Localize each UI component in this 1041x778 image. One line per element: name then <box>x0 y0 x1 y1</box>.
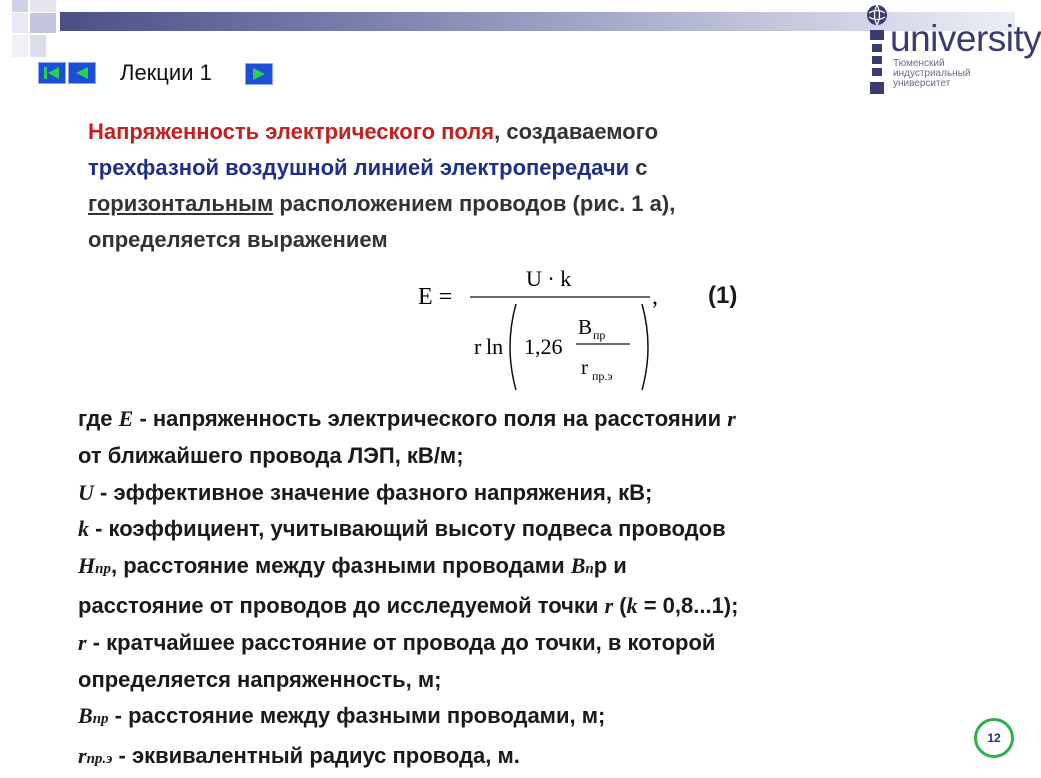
def-text: - кратчайшее расстояние от провода до точки, в которой <box>86 629 716 655</box>
definition-line <box>78 475 978 512</box>
formula-ln: ln <box>486 334 504 359</box>
previous-slide-button[interactable] <box>68 62 96 84</box>
definition-line <box>78 511 978 548</box>
def-text: где <box>78 406 119 431</box>
logo-sub-line: университет <box>893 78 951 89</box>
arrow-right-icon <box>250 67 268 81</box>
symbol-subscript: п <box>585 561 594 578</box>
skip-back-icon <box>43 66 61 80</box>
page-number: 12 <box>987 731 1001 745</box>
field-strength-formula <box>418 262 678 402</box>
definition-line <box>78 738 978 778</box>
paragraph-text: с <box>629 155 648 180</box>
def-text: - эффективное значение фазного напряжения, кВ; <box>93 479 653 505</box>
def-text: - коэффициент, учитывающий высоту подвеса проводов <box>89 516 726 542</box>
formula-lhs: E = <box>418 284 453 310</box>
first-slide-button[interactable] <box>38 62 66 84</box>
variable-definitions <box>78 401 978 778</box>
definition-line <box>78 588 978 625</box>
symbol: k <box>78 516 89 542</box>
arrow-left-icon <box>73 66 91 80</box>
inner-numerator: B <box>578 315 593 339</box>
formula-comma: , <box>652 284 658 310</box>
def-text: от ближайшего провода ЛЭП, кВ/м; <box>78 442 464 468</box>
left-paren <box>510 304 516 390</box>
decor-square <box>30 0 56 12</box>
definition-line <box>78 438 978 475</box>
logo-sub-line: Тюменский <box>893 58 945 69</box>
symbol-subscript: пр <box>92 711 109 728</box>
definition-line <box>78 625 978 662</box>
symbol: k <box>626 592 638 618</box>
def-text: расстояние от проводов до исследуемой точки <box>78 592 605 618</box>
definition-line <box>78 698 978 738</box>
symbol: U <box>78 479 94 505</box>
decor-square <box>30 35 46 57</box>
formula-denominator-r: r <box>474 334 482 359</box>
decor-square <box>30 13 56 33</box>
globe-icon <box>866 4 888 26</box>
lecture-link[interactable]: Лекции 1 <box>120 60 212 85</box>
equation-number: (1) <box>708 282 738 309</box>
logo-wordmark: university <box>890 18 1041 59</box>
intro-paragraph <box>88 114 958 258</box>
def-text: - напряженность электрического поля на расстоянии <box>133 406 728 431</box>
def-text: р и <box>593 553 627 579</box>
symbol-subscript: пр <box>95 561 111 578</box>
decor-square <box>12 13 28 33</box>
def-text: , расстояние между фазными проводами <box>110 553 571 579</box>
def-text: - расстояние между фазными проводами, м; <box>108 703 606 729</box>
paragraph-text: определяется выражением <box>88 227 388 252</box>
definition-line <box>78 662 978 699</box>
definition-line <box>78 401 978 438</box>
symbol: B <box>570 553 586 579</box>
decor-square <box>12 35 28 57</box>
symbol: r <box>78 629 87 655</box>
formula-numerator: U · k <box>526 266 572 291</box>
symbol: H <box>78 553 96 579</box>
def-text: ( <box>613 592 627 618</box>
symbol: r <box>604 592 614 618</box>
highlight-term: трехфазной воздушной линией электропередачи <box>88 155 630 180</box>
symbol: E <box>118 406 134 431</box>
def-text: = 0,8...1); <box>637 592 739 618</box>
definition-line <box>78 548 978 588</box>
symbol: r <box>727 406 736 431</box>
inner-numerator-sub: пр <box>593 328 606 342</box>
paragraph-text: расположением проводов (рис. 1 а), <box>273 191 676 216</box>
slide-navigation <box>38 62 98 84</box>
symbol: B <box>78 703 93 729</box>
def-text: определяется напряженность, м; <box>78 666 442 692</box>
right-paren <box>642 304 648 390</box>
symbol: r <box>78 743 87 769</box>
logo-sub-line: индустриальный <box>893 68 971 79</box>
underlined-term: горизонтальным <box>88 191 274 216</box>
inner-denominator: r <box>581 355 588 379</box>
symbol-subscript: пр.э <box>86 751 113 768</box>
def-text: - эквивалентный радиус провода, м. <box>112 743 520 769</box>
page-number-badge <box>974 718 1014 758</box>
logo-bars-icon <box>870 30 884 96</box>
inner-denominator-sub: пр.э <box>592 369 613 383</box>
next-slide-button[interactable] <box>245 63 273 85</box>
decor-square <box>12 0 28 12</box>
university-logo <box>862 4 1041 99</box>
formula-coefficient: 1,26 <box>524 334 563 359</box>
paragraph-text: , создаваемого <box>494 119 659 144</box>
logo-subtitle <box>893 59 970 89</box>
highlight-term: Напряженность электрического поля <box>88 119 495 144</box>
